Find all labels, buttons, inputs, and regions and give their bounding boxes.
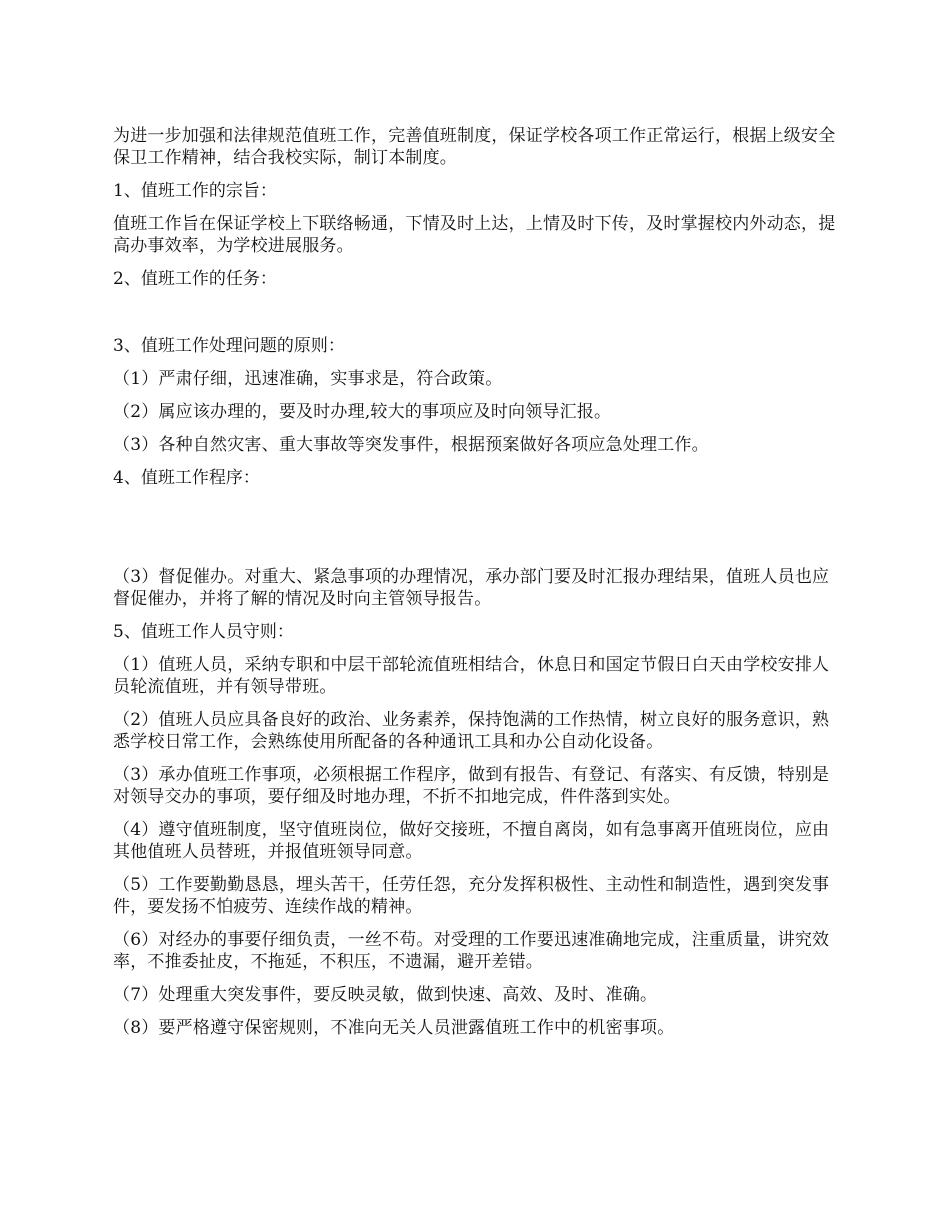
section-2-blank	[113, 301, 843, 335]
section-2-heading: 2、值班工作的任务：	[113, 269, 277, 289]
section-5-heading: 5、值班工作人员守则：	[113, 622, 294, 642]
section-3-heading: 3、值班工作处理问题的原则：	[113, 336, 345, 356]
section-1-heading: 1、值班工作的宗旨：	[113, 181, 277, 201]
section-4-blank	[113, 500, 843, 566]
section-5-item-8: （8）要严格遵守保密规则，不准向无关人员泄露值班工作中的机密事项。	[113, 1018, 675, 1038]
intro-paragraph: 为进一步加强和法律规范值班工作，完善值班制度，保证学校各项工作正常运行，根据上级安全保卫工作精神，结合我校实际，制订本制度。	[113, 126, 836, 168]
section-4-item-3: （3）督促催办。对重大、紧急事项的办理情况，承办部门要及时汇报办理结果，值班人员也应督促催办，并将了解的情况及时向主管领导报告。	[113, 567, 830, 609]
section-5-item-7: （7）处理重大突发事件，要反映灵敏，做到快速、高效、及时、准确。	[113, 985, 658, 1005]
section-5-item-1: （1）值班人员，采纳专职和中层干部轮流值班相结合，休息日和国定节假日白天由学校安排人员轮流值班，并有领导带班。	[113, 655, 830, 697]
section-1-body: 值班工作旨在保证学校上下联络畅通，下情及时上达，上情及时下传，及时掌握校内外动态，提高办事效率，为学校进展服务。	[113, 214, 836, 256]
section-5-item-2: （2）值班人员应具备良好的政治、业务素养，保持饱满的工作热情，树立良好的服务意识，熟悉学校日常工作，会熟练使用所配备的各种通讯工具和办公自动化设备。	[113, 710, 830, 752]
section-3-item-1: （1）严肃仔细，迅速准确，实事求是，符合政策。	[113, 369, 503, 389]
section-5-item-3: （3）承办值班工作事项，必须根据工作程序，做到有报告、有登记、有落实、有反馈，特别是对领导交办的事项，要仔细及时地办理，不折不扣地完成，件件落到实处。	[113, 765, 830, 807]
section-3-item-2: （2）属应该办理的，要及时办理,较大的事项应及时向领导汇报。	[113, 402, 612, 422]
document-body	[113, 125, 843, 1050]
section-5-item-5: （5）工作要勤勤恳恳，埋头苦干，任劳任怨，充分发挥积极性、主动性和制造性，遇到突发事件，要发扬不怕疲劳、连续作战的精神。	[113, 875, 830, 917]
section-4-heading: 4、值班工作程序：	[113, 468, 260, 488]
section-3-item-3: （3）各种自然灾害、重大事故等突发事件，根据预案做好各项应急处理工作。	[113, 435, 709, 455]
section-5-item-4: （4）遵守值班制度，坚守值班岗位，做好交接班，不擅自离岗，如有急事离开值班岗位，应由其他值班人员替班，并报值班领导同意。	[113, 820, 830, 862]
section-5-item-6: （6）对经办的事要仔细负责，一丝不苟。对受理的工作要迅速准确地完成，注重质量，讲究效率，不推委扯皮，不拖延，不积压，不遗漏，避开差错。	[113, 930, 830, 972]
